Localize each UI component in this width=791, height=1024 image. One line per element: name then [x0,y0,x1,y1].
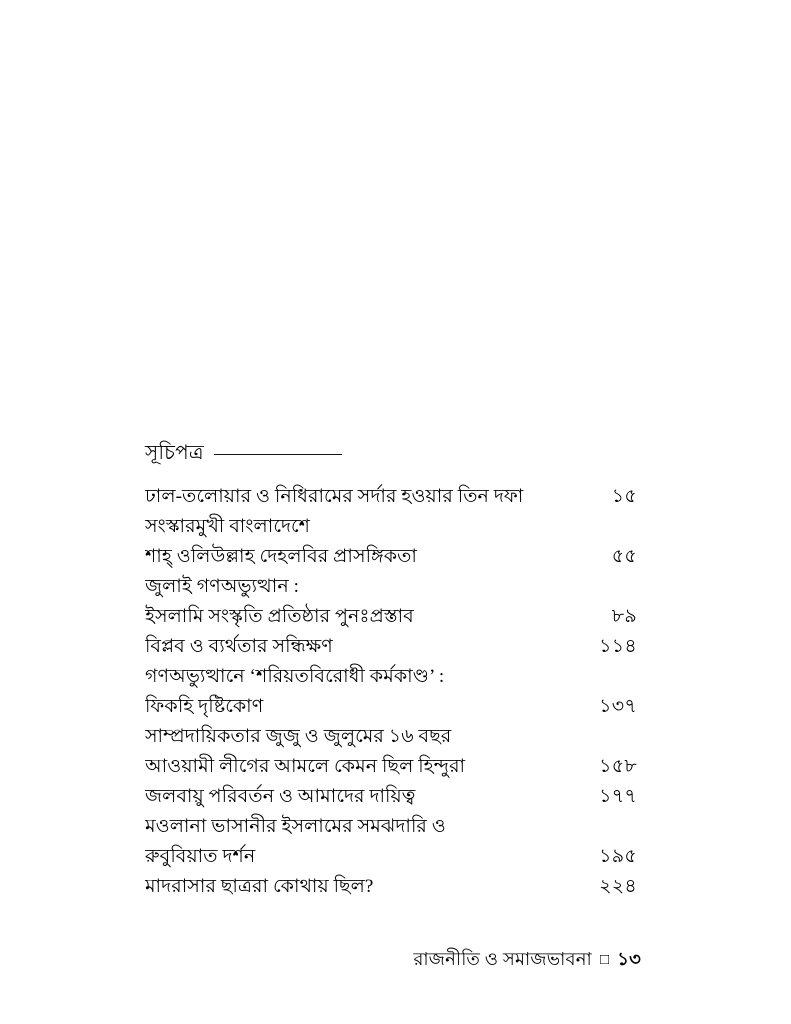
toc-entry-title: রুবুবিয়াত দর্শন [145,846,256,867]
toc-entry-title: বিপ্লব ও ব্যর্থতার সন্ধিক্ষণ [145,636,333,657]
toc-entry-title: সংস্কারমুখী বাংলাদেশে [145,516,311,537]
toc-entry-page-number: ১৫ [611,486,637,507]
toc-entry-title: আওয়ামী লীগের আমলে কেমন ছিল হিন্দুরা [145,756,466,777]
toc-entry[interactable] [145,692,645,722]
toc-entry-page-number: ১৭৭ [599,786,637,807]
toc-entry-title: সাম্প্রদায়িকতার জুজু ও জুলুমের ১৬ বছর [145,726,452,747]
toc-entry-title: ইসলামি সংস্কৃতি প্রতিষ্ঠার পুনঃপ্রস্তাব [145,606,414,627]
toc-entry-title: মওলানা ভাসানীর ইসলামের সমঝদারি ও [145,816,446,837]
toc-entry[interactable] [145,572,645,602]
toc-entry[interactable] [145,632,645,662]
toc-entry[interactable] [145,722,645,752]
toc-entry[interactable] [145,662,645,692]
footer-page-number: ১৩ [617,949,641,969]
toc-entry[interactable] [145,542,645,572]
toc-entry-page-number: ১৩৭ [599,696,637,717]
toc-entry[interactable] [145,752,645,782]
footer-inner [413,945,641,976]
heading-underline-rule [214,454,342,456]
toc-entry[interactable] [145,602,645,632]
toc-entry-page-number: ১৫৮ [599,756,637,777]
toc-entry-title: গণঅভ্যুত্থানে ‘শরিয়তবিরোধী কর্মকাণ্ড’ : [145,666,445,687]
toc-entry-title: ফিকহি দৃষ্টিকোণ [145,696,264,717]
toc-entry-page-number: ১৯৫ [599,846,637,867]
toc-entry-page-number: ৮৯ [611,606,637,627]
toc-entry-page-number: ৫৫ [611,546,637,567]
toc-heading [145,440,645,474]
toc-entry[interactable] [145,482,645,512]
toc-entry-title: জলবায়ু পরিবর্তন ও আমাদের দায়িত্ব [145,786,416,807]
toc-entry-list [145,482,645,902]
page-footer [0,945,791,976]
toc-heading-label: সূচিপত্র [145,442,204,464]
toc-entry-title: শাহ্ ওলিউল্লাহ দেহলবির প্রাসঙ্গিকতা [145,546,417,567]
toc-entry-title: মাদরাসার ছাত্ররা কোথায় ছিল? [145,876,374,897]
toc-entry-page-number: ২২৪ [599,876,637,897]
toc-entry-page-number: ১১৪ [599,636,637,657]
square-separator-icon: □ [599,952,610,968]
toc-entry-title: ঢাল-তলোয়ার ও নিধিরামের সর্দার হওয়ার তিন দফা [145,486,524,507]
toc-entry[interactable] [145,872,645,902]
table-of-contents [145,440,645,902]
toc-entry-title: জুলাই গণঅভ্যুত্থান : [145,576,299,597]
toc-entry[interactable] [145,782,645,812]
toc-entry[interactable] [145,512,645,542]
toc-entry[interactable] [145,812,645,842]
toc-entry[interactable] [145,842,645,872]
footer-book-title: রাজনীতি ও সমাজভাবনা [413,949,592,969]
